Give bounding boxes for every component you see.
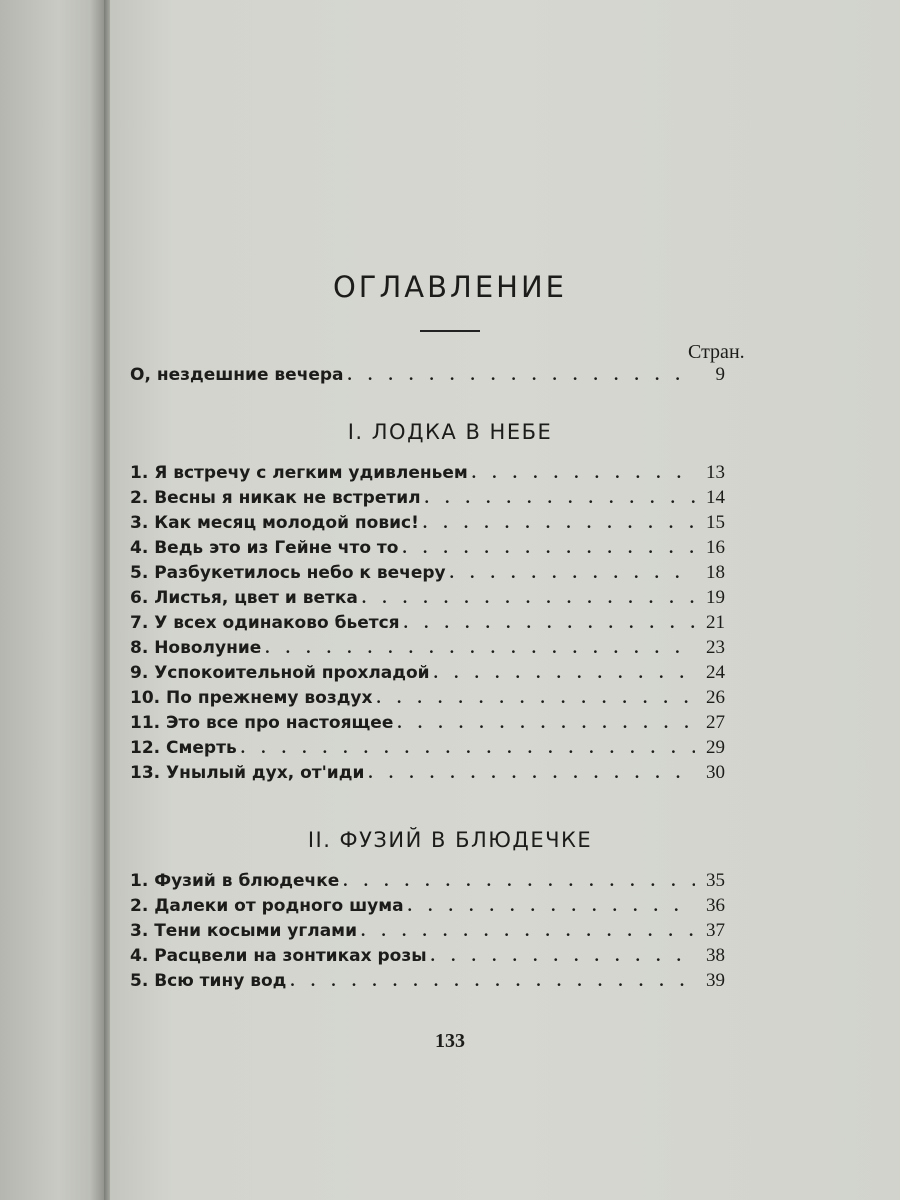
entry-title: 3. Как месяц молодой повис! [130,513,419,533]
entry-title: 8. Новолуние [130,638,262,658]
leader-dots [404,613,695,633]
entry-page: 9 [715,364,725,385]
toc-entry [130,870,725,896]
toc-entry [130,662,725,688]
entry-title: 3. Тени косыми углами [130,921,357,941]
toc-entry [130,895,725,921]
toc-entry [130,737,725,763]
leader-dots [361,921,695,941]
toc-entry [130,637,725,663]
entry-title: 6. Листья, цвет и ветка [130,588,358,608]
toc-entry [130,462,725,488]
leader-dots [397,713,695,733]
leader-dots [431,946,695,966]
entry-page: 24 [706,662,725,683]
toc-entry [130,920,725,946]
entry-title: 4. Ведь это из Гейне что то [130,538,399,558]
entry-title: 4. Расцвели на зонтиках розы [130,946,427,966]
toc-entry [130,762,725,788]
toc-entry [130,712,725,738]
toc-entry [130,970,725,996]
leader-dots [450,563,695,583]
leader-dots [362,588,695,608]
entry-page: 30 [706,762,725,783]
toc-entry [130,487,725,513]
leader-dots [265,638,695,658]
leader-dots [368,763,695,783]
entry-title: 5. Разбукетилось небо к вечеру [130,563,446,583]
entry-title: О, нездешние вечера [130,365,344,385]
entry-page: 26 [706,687,725,708]
toc-entry [130,562,725,588]
page-number: 133 [435,1030,465,1052]
entry-page: 21 [706,612,725,633]
entry-page: 14 [706,487,725,508]
leader-dots [376,688,695,708]
toc-entry [130,612,725,638]
leader-dots [434,663,695,683]
leader-dots [348,365,695,385]
leader-dots [423,513,695,533]
leader-dots [472,463,695,483]
entry-page: 13 [706,462,725,483]
entry-page: 38 [706,945,725,966]
section-heading-2: II. ФУЗИЙ В БЛЮДЕЧКЕ [307,828,593,852]
toc-entry [130,587,725,613]
entry-page: 18 [706,562,725,583]
entry-title: 2. Далеки от родного шума [130,896,404,916]
entry-page: 19 [706,587,725,608]
toc-entry [130,687,725,713]
entry-page: 16 [706,537,725,558]
leader-dots [343,871,695,891]
entry-page: 29 [706,737,725,758]
toc-entry [130,512,725,538]
entry-title: 11. Это все про настоящее [130,713,394,733]
section-heading-1: I. ЛОДКА В НЕБЕ [347,420,553,444]
toc-entry [130,945,725,971]
entry-page: 27 [706,712,725,733]
entry-title: 7. У всех одинаково бьется [130,613,400,633]
contents-page [110,0,900,1200]
pages-column-label: Стран. [688,341,745,363]
leader-dots [408,896,695,916]
entry-page: 37 [706,920,725,941]
entry-page: 36 [706,895,725,916]
entry-title: 10. По прежнему воздух [130,688,373,708]
entry-page: 35 [706,870,725,891]
toc-entry-intro [130,364,725,390]
entry-page: 23 [706,637,725,658]
entry-page: 15 [706,512,725,533]
entry-page: 39 [706,970,725,991]
entry-title: 2. Весны я никак не встретил [130,488,421,508]
entry-title: 9. Успокоительной прохладой [130,663,430,683]
entry-title: 1. Фузий в блюдечке [130,871,340,891]
entry-title: 1. Я встречу с легким удивленьем [130,463,468,483]
entry-title: 5. Всю тину вод [130,971,287,991]
entry-title: 12. Смерть [130,738,237,758]
leader-dots [241,738,695,758]
entry-title: 13. Унылый дух, от'иди [130,763,365,783]
toc-entry [130,537,725,563]
contents-heading: ОГЛАВЛЕНИЕ [332,270,567,304]
leader-dots [402,538,695,558]
leader-dots [290,971,695,991]
leader-dots [425,488,695,508]
facing-page [0,0,106,1200]
heading-rule [420,330,480,332]
